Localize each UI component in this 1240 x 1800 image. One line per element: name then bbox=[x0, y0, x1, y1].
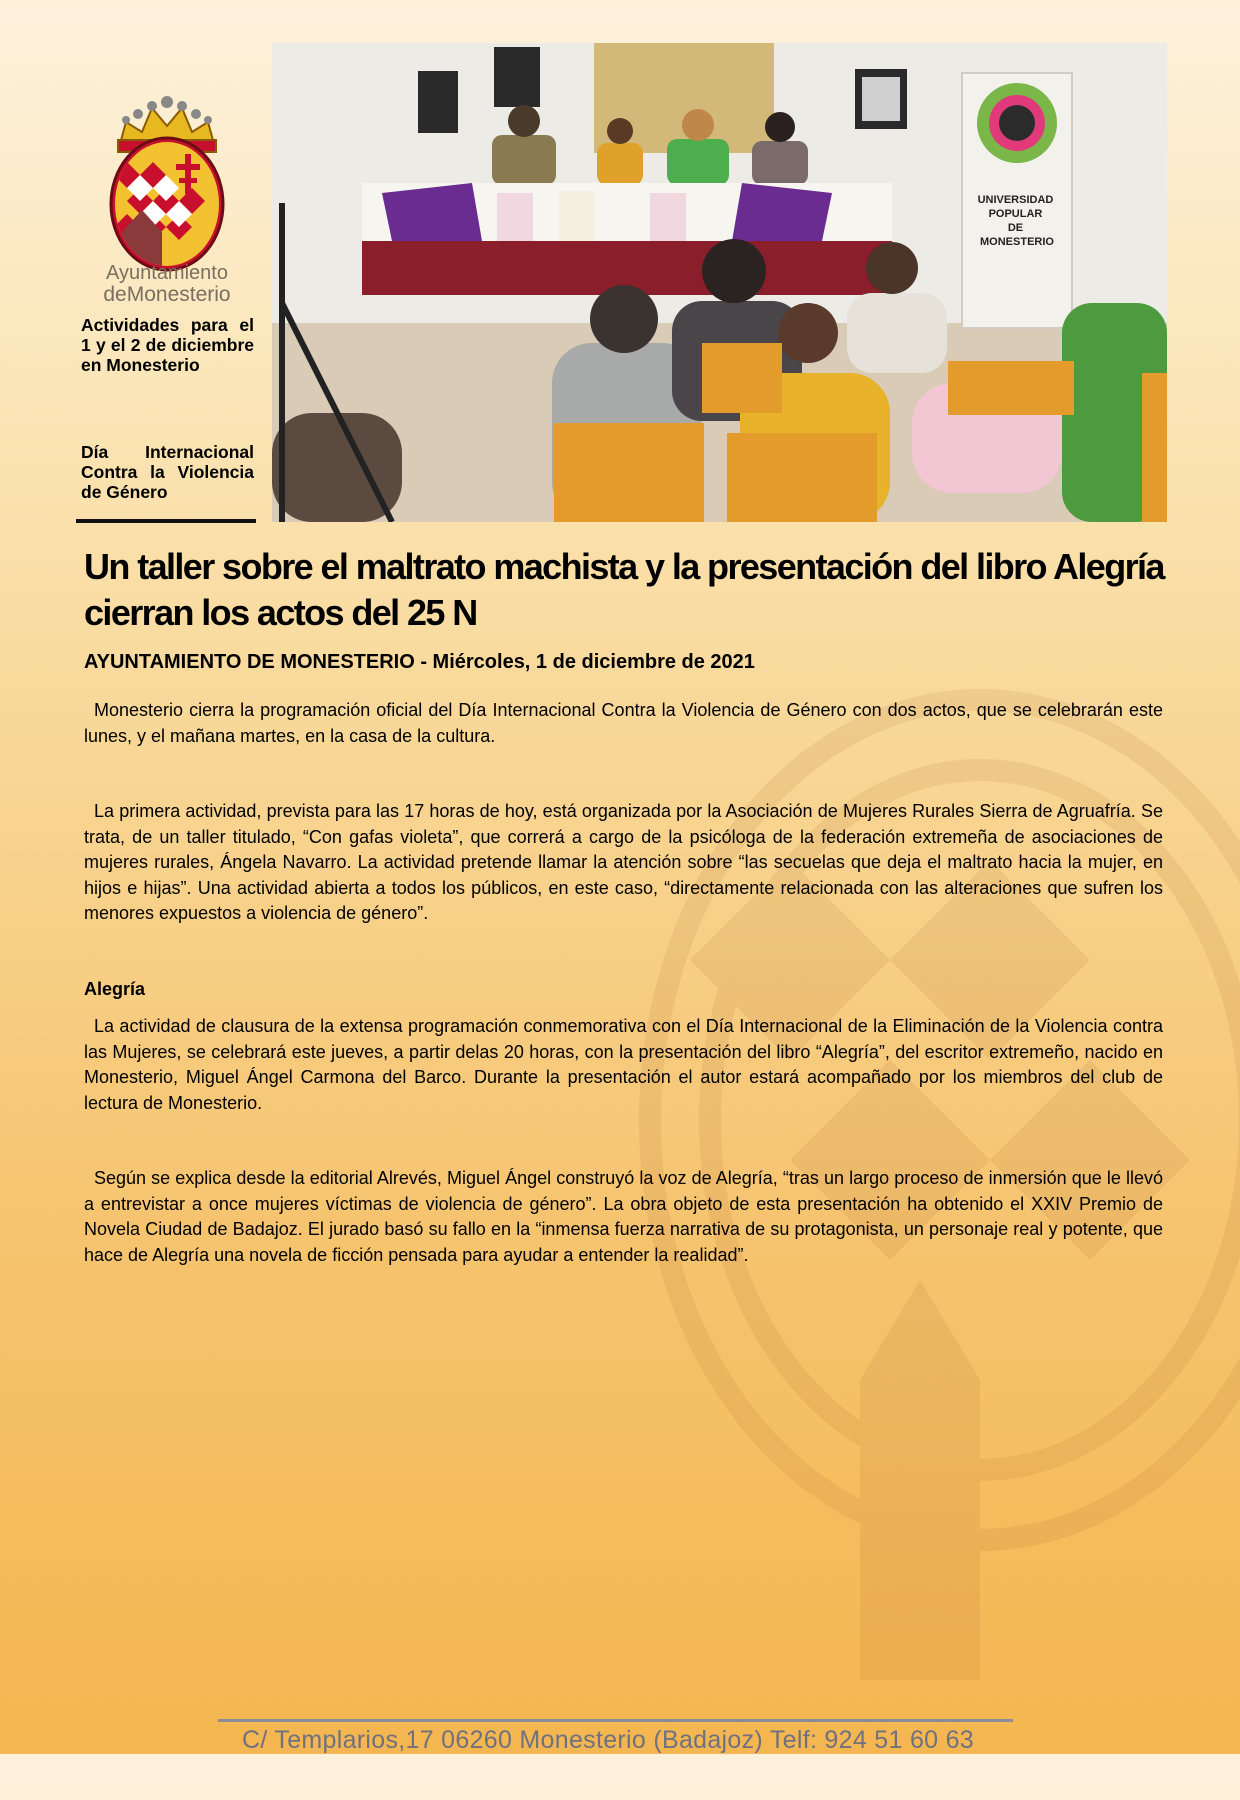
logo-text-line2: deMonesterio bbox=[103, 283, 231, 306]
sidebar-note-international-day: Día Internacional Contra la Violencia de Género bbox=[81, 442, 254, 502]
event-photo bbox=[272, 43, 1167, 522]
sidebar-note-activities: Actividades para el 1 y el 2 de diciembre en Monesterio bbox=[81, 315, 254, 375]
article-subheading: Alegría bbox=[84, 979, 146, 999]
article-paragraph-2: La primera actividad, prevista para las 17 horas de hoy, está organizada por la Asociación de Mujeres Rurales Sierra de Agruafría. Se trata, de un taller titulado, “Con gafas violeta”, que correrá a cargo de la psicóloga de la federación extremeña de asociaciones de mujeres rurales, Ángela Navarro. La actividad pretende llamar la atención sobre “las secuelas que deja el maltrato hacia la mujer, en hijos e hijas”. Una actividad abierta a todos los públicos, en este caso, “directamente relacionada con las alteraciones que sufren los menores expuestos a violencia de género”. bbox=[84, 801, 1163, 923]
footer-divider bbox=[218, 1719, 1013, 1722]
article-paragraph-1: Monesterio cierra la programación oficial del Día Internacional Contra la Violencia de Género con dos actos, que se celebrarán este lunes, y el mañana martes, en la casa de la cultura. bbox=[84, 700, 1163, 746]
logo-text bbox=[92, 262, 242, 306]
article-byline: AYUNTAMIENTO DE MONESTERIO - Miércoles, 1 de diciembre de 2021 bbox=[84, 651, 755, 673]
sidebar-divider bbox=[76, 519, 256, 523]
footer-address: C/ Templarios,17 06260 Monesterio (Badajoz) Telf: 924 51 60 63 bbox=[242, 1726, 975, 1754]
logo-text-line1: Ayuntamiento bbox=[106, 262, 228, 284]
photo-banner-text: UNIVERSIDAD POPULAR DE MONESTERIO bbox=[977, 194, 1054, 248]
article-headline: Un taller sobre el maltrato machista y la presentación del libro Alegría cierran los actos del 25 N bbox=[84, 546, 1164, 633]
article-paragraph-4: Según se explica desde la editorial Alrevés, Miguel Ángel construyó la voz de Alegría, “tras un largo proceso de inmersión que le llevó a entrevistar a once mujeres víctimas de violencia de género”. La obra objeto de esta presentación ha obtenido el XXIV Premio de Novela Ciudad de Badajoz. El jurado basó su fallo en la “inmensa fuerza narrativa de su protagonista, un personaje real y potente, que hace de Alegría una novela de ficción pensada para ayudar a entender la realidad”. bbox=[84, 1168, 1163, 1265]
article-paragraph-3: La actividad de clausura de la extensa programación conmemorativa con el Día Internacional de la Eliminación de la Violencia contra las Mujeres, se celebrará este jueves, a partir delas 20 horas, con la presentación del libro “Alegría”, del escritor extremeño, nacido en Monesterio, Miguel Ángel Carmona del Barco. Durante la presentación el autor estará acompañado por los miembros del club de lectura de Monesterio. bbox=[84, 1016, 1163, 1113]
